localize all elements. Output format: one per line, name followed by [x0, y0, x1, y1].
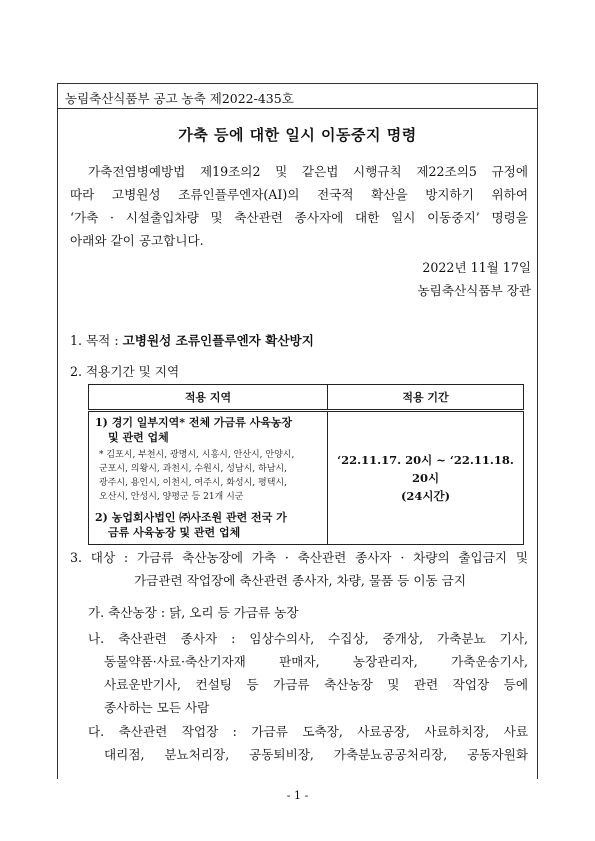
table-header-area: 적용 지역 — [89, 385, 328, 411]
section-target-line: 가금관련 작업장에 축산관련 종사자, 차량, 물품 등 이동 금지 — [134, 573, 467, 588]
intro-line: 가축전염병예방법 제19조의2 및 같은법 시행규칙 제22조의5 규정에 — [88, 164, 528, 179]
footnote-line: 군포시, 의왕시, 과천시, 수원시, 성남시, 하남시, — [99, 464, 287, 474]
section-purpose-value: 고병원성 조류인플루엔자 확산방지 — [122, 333, 314, 348]
area-item-1 — [95, 415, 321, 445]
target-workplace-line: 대리점, 분뇨처리장, 공동퇴비장, 가축분뇨공공처리장, 공동자원화 — [104, 747, 528, 762]
period-range: ‘22.11.17. 20시 ~ ‘22.11.18. 20시 — [337, 453, 514, 485]
target-workers-line: 나. 축산관련 종사자 : 임상수의사, 수집상, 중개상, 가축분뇨 기사, — [88, 631, 528, 646]
section-purpose-label: 1. 목적 : — [70, 333, 119, 348]
intro-line: 따라 고병원성 조류인플루엔자(AI)의 전국적 확산을 방지하기 위하여 — [70, 187, 528, 202]
table-cell-period — [328, 411, 524, 545]
application-table — [88, 384, 524, 545]
table-cell-area — [89, 411, 328, 545]
footnote-line: 오산시, 안성시, 양평군 등 21개 시군 — [99, 492, 244, 502]
area-item-2-line: 2) 농업회사법인 ㈜사조원 관련 전국 가 — [95, 511, 287, 524]
target-workplace-line: 다. 축산관련 작업장 : 가금류 도축장, 사료공장, 사료하치장, 사료 — [88, 724, 528, 739]
target-workers-line: 동물약품·사료·축산기자재 판매자, 농장관리자, 가축운송기사, — [104, 654, 528, 669]
document-title: 가축 등에 대한 일시 이동중지 명령 — [178, 126, 417, 144]
area-item-2-line: 금류 사육농장 및 관련 업체 — [108, 526, 241, 539]
section-target-line: 3. 대상 : 가금류 축산농장에 가축 · 축산관련 종사자 · 차량의 출입금지 및 — [70, 550, 528, 565]
target-farm: 가. 축산농장 : 닭, 오리 등 가금류 농장 — [88, 605, 299, 620]
intro-paragraph — [70, 160, 528, 252]
footnote-line: 광주시, 용인시, 이천시, 여주시, 화성시, 평택시, — [99, 478, 287, 488]
notice-date: 2022년 11월 17일 — [422, 260, 531, 275]
area-item-1-line: 및 관련 업체 — [108, 431, 169, 444]
notice-number: 농림축산식품부 공고 농축 제2022-435호 — [65, 91, 294, 106]
table-header-period: 적용 기간 — [328, 385, 524, 411]
notice-header — [57, 83, 538, 109]
target-workers-line: 사료운반기사, 컨설팅 등 가금류 축산농장 및 관련 작업장 등에 — [104, 677, 528, 692]
section-period-area: 2. 적용기간 및 지역 — [70, 364, 180, 379]
target-workers-line: 종사하는 모든 사람 — [104, 700, 210, 715]
period-hours: (24시간) — [400, 489, 451, 503]
intro-line: ‘가축 · 시설출입차량 및 축산관련 종사자에 대한 일시 이동중지’ 명령을 — [70, 210, 528, 225]
page-number: - 1 - — [286, 789, 309, 802]
area-item-1-line: 1) 경기 일부지역* 전체 가금류 사육농장 — [95, 416, 293, 429]
area-footnote — [99, 448, 321, 504]
area-item-2 — [95, 510, 321, 540]
footnote-line: * 김포시, 부천시, 광명시, 시흥시, 안산시, 안양시, — [99, 450, 295, 460]
signer: 농림축산식품부 장관 — [417, 283, 531, 298]
section-purpose — [70, 330, 314, 349]
intro-line: 아래와 같이 공고합니다. — [70, 233, 204, 248]
